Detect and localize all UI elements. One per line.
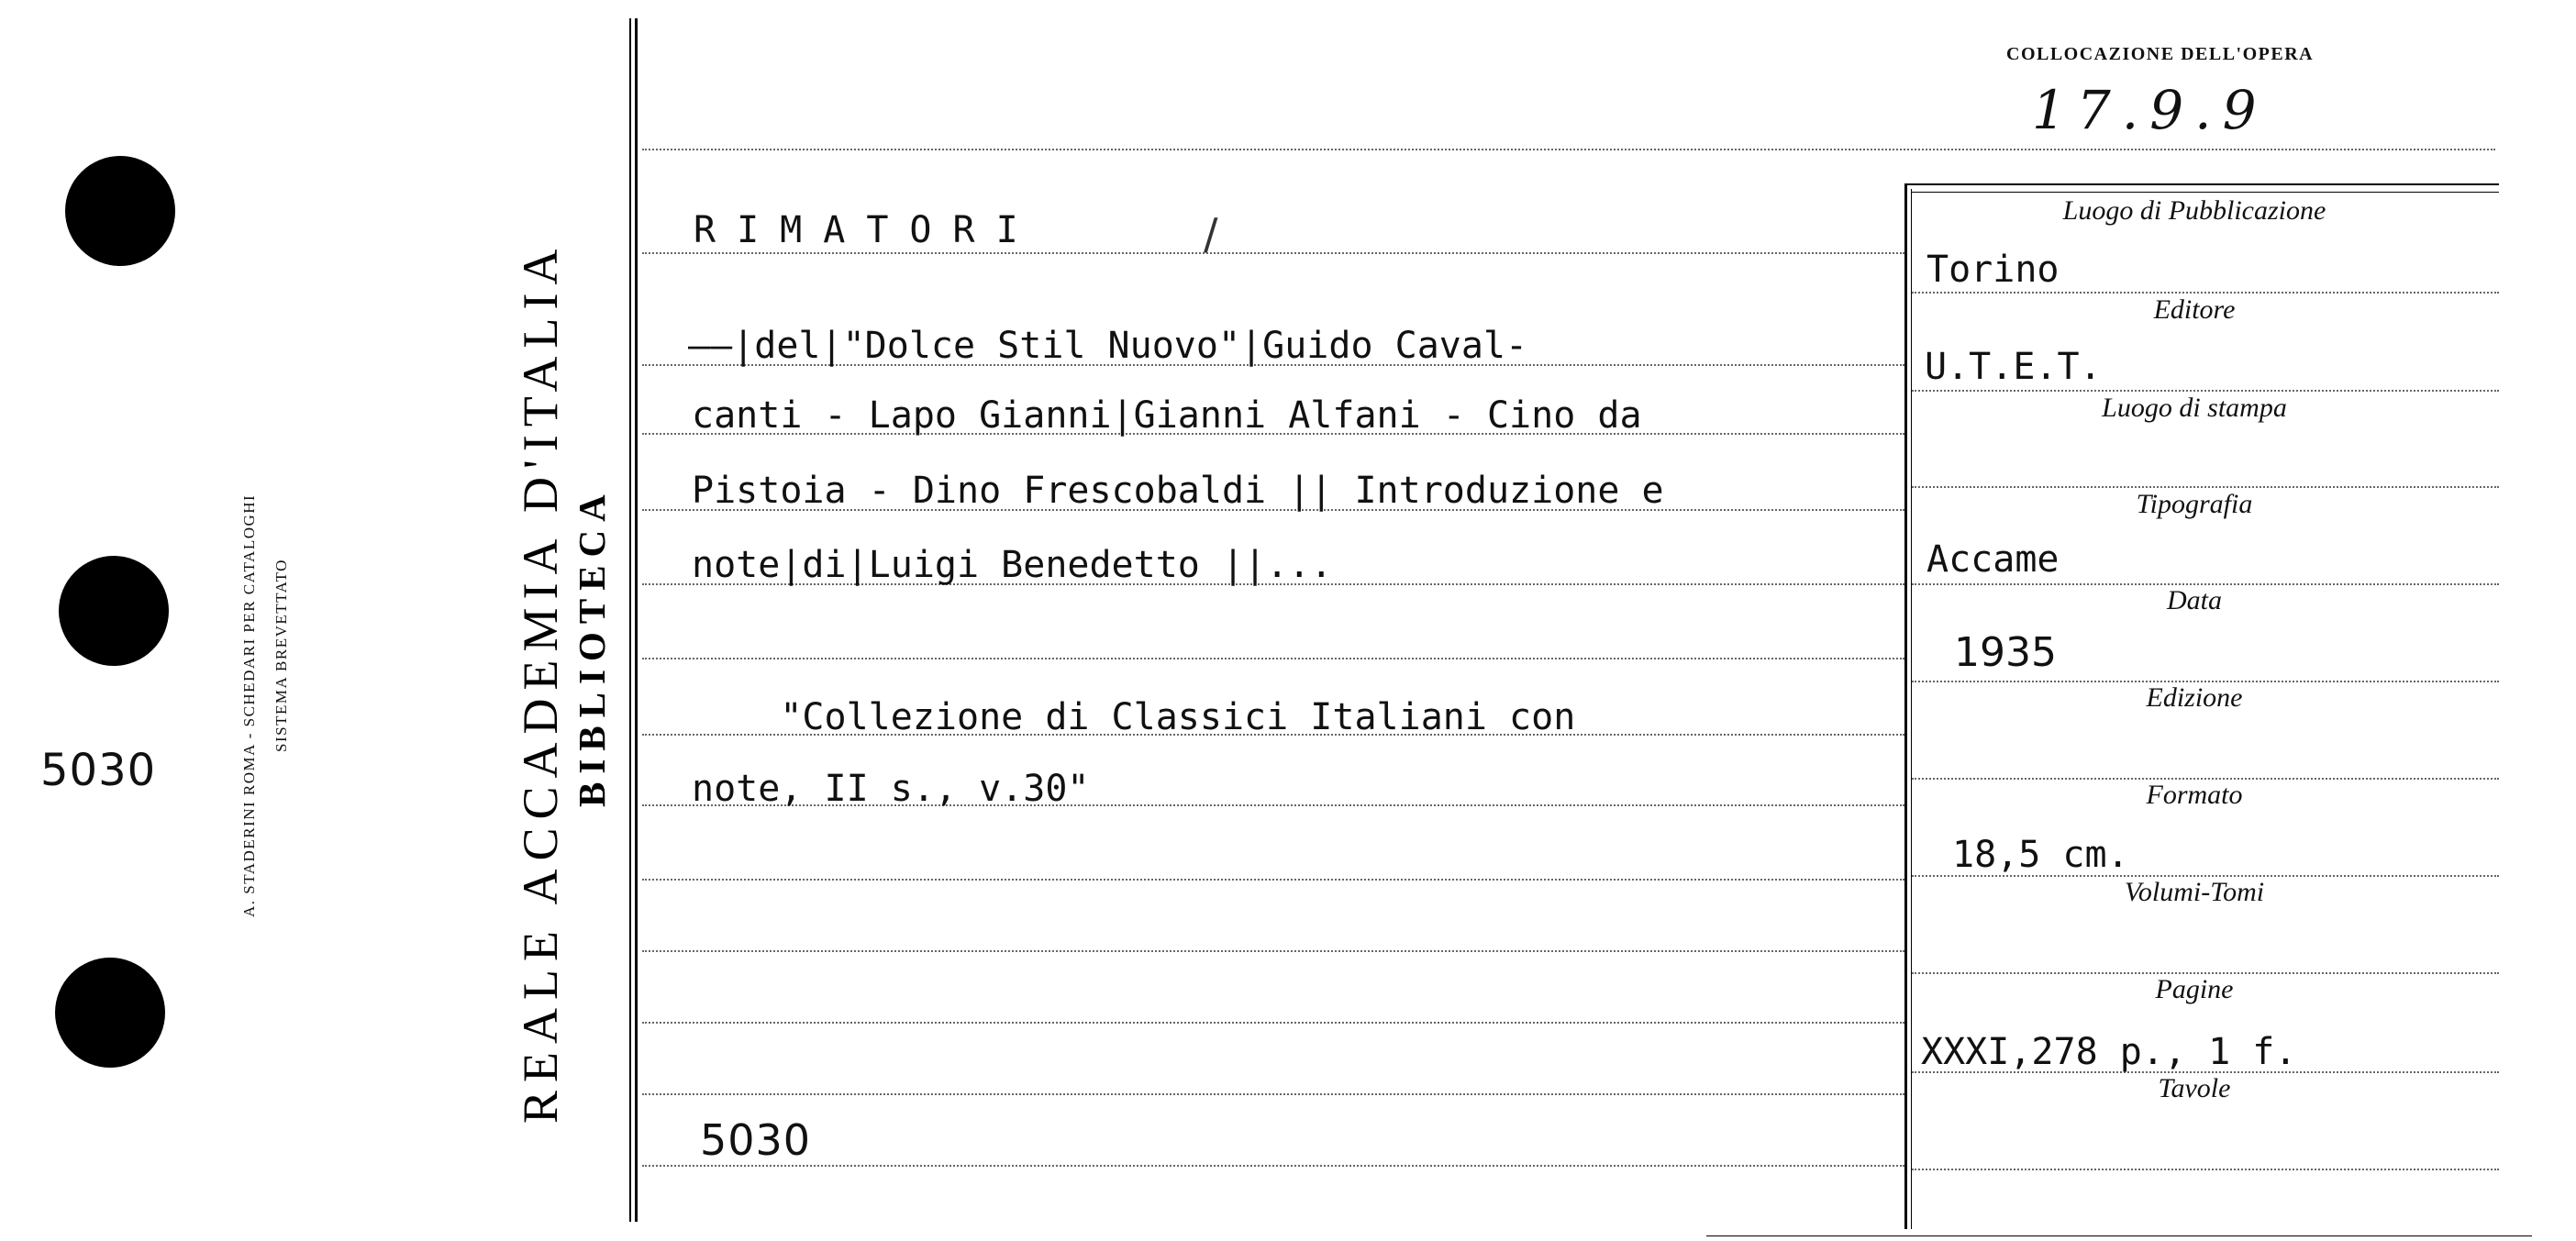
field-label-edizione: Edizione: [2146, 682, 2243, 713]
field-label-luogo-pubblicazione: Luogo di Pubblicazione: [2062, 195, 2326, 226]
ruled-line: [642, 1093, 1904, 1095]
left-double-rule-inner: [635, 18, 638, 1222]
printer-imprint-line2: SISTEMA BREVETTATO: [272, 559, 290, 752]
institution-department: BIBLIOTECA: [571, 486, 613, 807]
entry-title: RIMATORI: [694, 209, 1039, 251]
collocation-shelf-mark: 17.9.9: [2032, 79, 2268, 141]
ruled-line: [642, 1022, 1904, 1024]
ruled-line: [642, 950, 1904, 952]
field-label-luogo-stampa: Luogo di stampa: [2102, 393, 2287, 423]
field-line: [1912, 486, 2499, 488]
ruled-line: [642, 149, 2495, 150]
margin-number: 5030: [40, 745, 157, 796]
field-label-editore: Editore: [2153, 294, 2236, 325]
field-value-editore: U.T.E.T.: [1925, 346, 2102, 388]
field-value-pagine: XXXI,278 p., 1 f.: [1921, 1031, 2297, 1073]
series-line-1: "Collezione di Classici Italiani con: [692, 696, 1576, 738]
punch-hole-bottom: [55, 958, 165, 1068]
field-label-volumi-tomi: Volumi-Tomi: [2124, 877, 2265, 907]
ruled-line: [642, 658, 1904, 659]
field-value-data: 1935: [1954, 629, 2057, 676]
right-panel-top-rule: [1904, 183, 2499, 185]
field-label-data: Data: [2167, 585, 2222, 615]
description-line-3: Pistoia - Dino Frescobaldi || Introduzione e: [692, 470, 1664, 512]
field-label-tavole: Tavole: [2158, 1073, 2231, 1103]
field-value-formato: 18,5 cm.: [1952, 834, 2129, 876]
field-label-formato: Formato: [2146, 780, 2243, 810]
institution-name: REALE ACCADEMIA D'ITALIA: [513, 240, 568, 1124]
description-line-4: note|di|Luigi Benedetto ||...: [692, 544, 1333, 586]
field-label-tipografia: Tipografia: [2136, 489, 2253, 519]
punch-hole-top: [65, 156, 175, 266]
ruled-line: [642, 252, 1904, 254]
punch-hole-middle: [59, 556, 169, 666]
field-line: [1912, 292, 2499, 294]
left-double-rule: [629, 18, 631, 1222]
field-line: [1912, 1169, 2499, 1170]
description-line-2: canti - Lapo Gianni|Gianni Alfani - Cino da: [692, 394, 1642, 437]
ruled-line: [642, 879, 1904, 881]
bottom-edge-rule: [1706, 1235, 2532, 1236]
description-line-1: ——|del|"Dolce Stil Nuovo"|Guido Caval-: [688, 325, 1528, 367]
field-value-tipografia: Accame: [1926, 538, 2060, 581]
entry-title-mark: /: [1204, 209, 1218, 259]
right-panel-rule: [1904, 183, 1907, 1229]
field-line: [1912, 390, 2499, 392]
printer-imprint-line1: A. STADERINI ROMA - SCHEDARI PER CATALOGHI: [240, 493, 258, 917]
inventory-number: 5030: [700, 1115, 812, 1165]
series-line-2: note, II s., v.30": [692, 768, 1090, 810]
ruled-line: [642, 1165, 1904, 1167]
right-panel-top-rule-inner: [1912, 192, 2499, 193]
field-value-luogo-pubblicazione: Torino: [1926, 249, 2060, 291]
field-label-pagine: Pagine: [2155, 974, 2234, 1004]
collocation-label: COLLOCAZIONE DELL'OPERA: [2006, 44, 2315, 64]
